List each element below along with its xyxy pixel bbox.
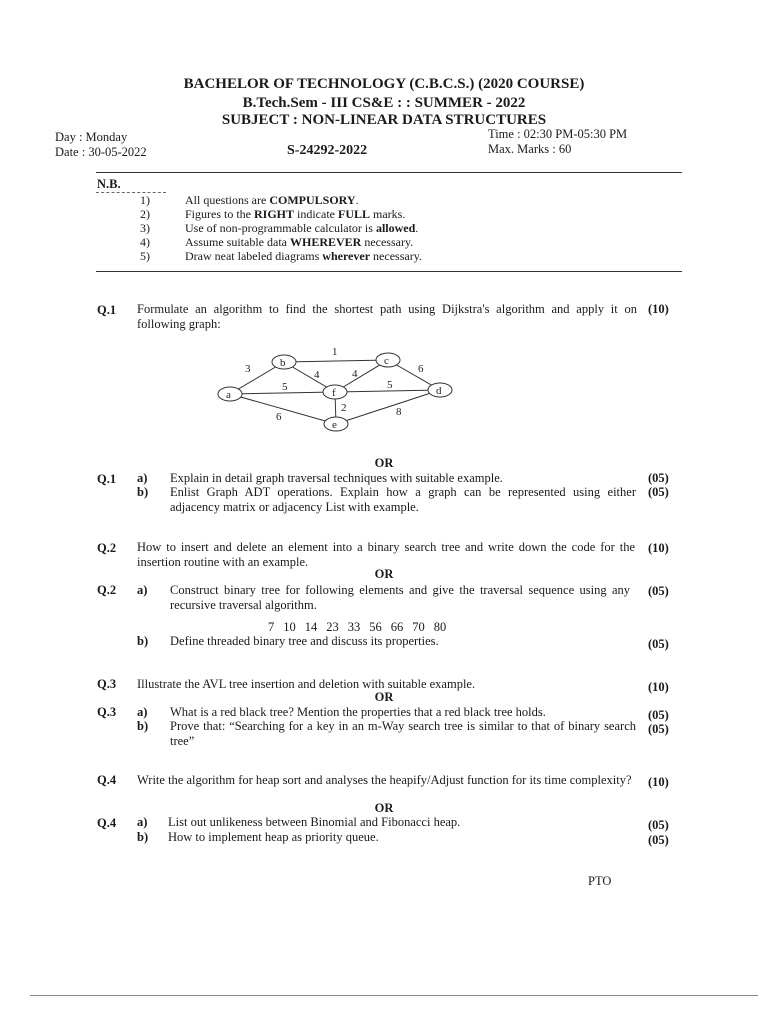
question-marks: (10) xyxy=(648,541,669,555)
exam-title: BACHELOR OF TECHNOLOGY (C.B.C.S.) (2020 COURSE) xyxy=(183,76,585,92)
sequence-value: 66 xyxy=(390,620,404,634)
nb-instruction: Assume suitable data WHEREVER necessary. xyxy=(185,235,414,249)
question-text: Define threaded binary tree and discuss its properties. xyxy=(170,634,439,648)
subject-line: SUBJECT : NON-LINEAR DATA STRUCTURES xyxy=(221,112,547,128)
sequence-value: 56 xyxy=(369,620,382,634)
question-text: Construct binary tree for following elements and give the traversal sequence using any recursive traversal algorithm. xyxy=(170,583,630,612)
question-marks: (05) xyxy=(648,637,669,651)
question-text: Formulate an algorithm to find the shortest path using Dijkstra's algorithm and apply it on following graph: xyxy=(137,302,637,331)
nb-label: N.B. xyxy=(97,177,121,191)
edge-e-d xyxy=(336,390,440,424)
pto-note: PTO xyxy=(588,874,612,888)
edge-weight: 3 xyxy=(245,363,251,375)
question-number: Q.1 xyxy=(97,472,117,486)
node-label: e xyxy=(332,419,337,431)
or-separator: OR xyxy=(374,801,394,815)
question-text: Explain in detail graph traversal techniques with suitable example. xyxy=(170,471,503,485)
subquestion-label: a) xyxy=(137,583,148,597)
subquestion-label: a) xyxy=(137,815,148,829)
nb-number: 3) xyxy=(140,221,150,235)
question-text: How to insert and delete an element into a binary search tree and write down the code for the insertion routine with an example. xyxy=(137,540,635,569)
edge-weight: 5 xyxy=(282,381,288,393)
nb-underline xyxy=(96,192,166,193)
nb-instruction: Figures to the RIGHT indicate FULL marks. xyxy=(185,207,406,221)
sequence-value: 7 xyxy=(268,620,275,634)
question-marks: (05) xyxy=(648,471,669,485)
node-label: c xyxy=(384,355,389,367)
semester-line: B.Tech.Sem - III CS&E : : SUMMER - 2022 xyxy=(242,95,526,111)
question-text: Illustrate the AVL tree insertion and deletion with suitable example. xyxy=(137,677,476,691)
nb-number: 1) xyxy=(140,193,150,207)
question-marks: (05) xyxy=(648,584,669,598)
sequence-value: 23 xyxy=(326,620,339,634)
nb-instruction: Draw neat labeled diagrams wherever necessary. xyxy=(185,249,422,263)
node-label: f xyxy=(332,387,336,399)
top-rule xyxy=(96,172,682,173)
nb-instruction: All questions are COMPULSORY. xyxy=(185,193,359,207)
question-marks: (05) xyxy=(648,708,669,722)
question-text: Enlist Graph ADT operations. Explain how a graph can be represented using either adjacency matrix or adjacency List with example. xyxy=(170,485,636,514)
subquestion-label: a) xyxy=(137,471,148,485)
or-separator: OR xyxy=(374,690,394,704)
sequence-value: 70 xyxy=(412,620,425,634)
sequence-value: 33 xyxy=(347,620,361,634)
element-sequence xyxy=(268,620,455,635)
question-marks: (10) xyxy=(648,775,669,789)
question-text: Prove that: “Searching for a key in an m-Way search tree is similar to that of binary search tree” xyxy=(170,719,636,748)
node-label: a xyxy=(226,389,231,401)
exam-time: Time : 02:30 PM-05:30 PM xyxy=(488,127,628,141)
max-marks: Max. Marks : 60 xyxy=(488,142,572,156)
edge-weight: 1 xyxy=(332,346,338,358)
subquestion-label: b) xyxy=(137,830,149,844)
question-marks: (05) xyxy=(648,833,669,847)
question-marks: (05) xyxy=(648,485,669,499)
question-number: Q.3 xyxy=(97,677,117,691)
sequence-value: 80 xyxy=(433,620,447,634)
nb-instruction: Use of non-programmable calculator is allowed. xyxy=(185,221,419,235)
exam-day: Day : Monday xyxy=(55,130,128,144)
nb-bottom-rule xyxy=(96,271,682,272)
subquestion-label: b) xyxy=(137,634,149,648)
edge-weight: 4 xyxy=(314,369,320,381)
or-separator: OR xyxy=(374,456,394,470)
question-number: Q.2 xyxy=(97,583,117,597)
paper-code: S-24292-2022 xyxy=(287,143,368,158)
question-marks: (05) xyxy=(648,722,669,736)
page-bottom-line xyxy=(30,995,758,996)
sequence-value: 10 xyxy=(283,620,296,634)
subquestion-label: b) xyxy=(137,485,149,499)
edge-weight: 5 xyxy=(387,379,393,391)
question-text: What is a red black tree? Mention the properties that a red black tree holds. xyxy=(170,705,546,719)
exam-date: Date : 30-05-2022 xyxy=(55,145,147,159)
nb-number: 5) xyxy=(140,249,150,263)
subquestion-label: a) xyxy=(137,705,148,719)
edge-weight: 4 xyxy=(352,368,358,380)
question-number: Q.3 xyxy=(97,705,117,719)
question-number: Q.1 xyxy=(97,303,117,317)
nb-number: 4) xyxy=(140,235,150,249)
node-label: b xyxy=(280,357,286,369)
question-marks: (05) xyxy=(648,818,669,832)
question-number: Q.2 xyxy=(97,541,117,555)
subquestion-label: b) xyxy=(137,719,149,733)
edge-b-c xyxy=(284,360,388,362)
nb-number: 2) xyxy=(140,207,150,221)
edge-a-e xyxy=(230,394,336,424)
or-separator: OR xyxy=(374,567,394,581)
question-number: Q.4 xyxy=(97,773,117,787)
edge-weight: 6 xyxy=(418,363,424,375)
node-label: d xyxy=(436,385,442,397)
question-marks: (10) xyxy=(648,302,669,316)
edge-weight: 8 xyxy=(396,406,402,418)
question-text: How to implement heap as priority queue. xyxy=(168,830,379,844)
graph-nodes xyxy=(218,353,452,431)
edge-weight: 6 xyxy=(276,411,282,423)
question-text: List out unlikeness between Binomial and Fibonacci heap. xyxy=(168,815,461,829)
question-marks: (10) xyxy=(648,680,669,694)
question-text: Write the algorithm for heap sort and analyses the heapify/Adjust function for its time complexity? xyxy=(137,773,632,787)
dijkstra-graph xyxy=(200,340,470,440)
sequence-value: 14 xyxy=(304,620,318,634)
edge-weight: 2 xyxy=(341,402,347,414)
question-number: Q.4 xyxy=(97,816,117,830)
